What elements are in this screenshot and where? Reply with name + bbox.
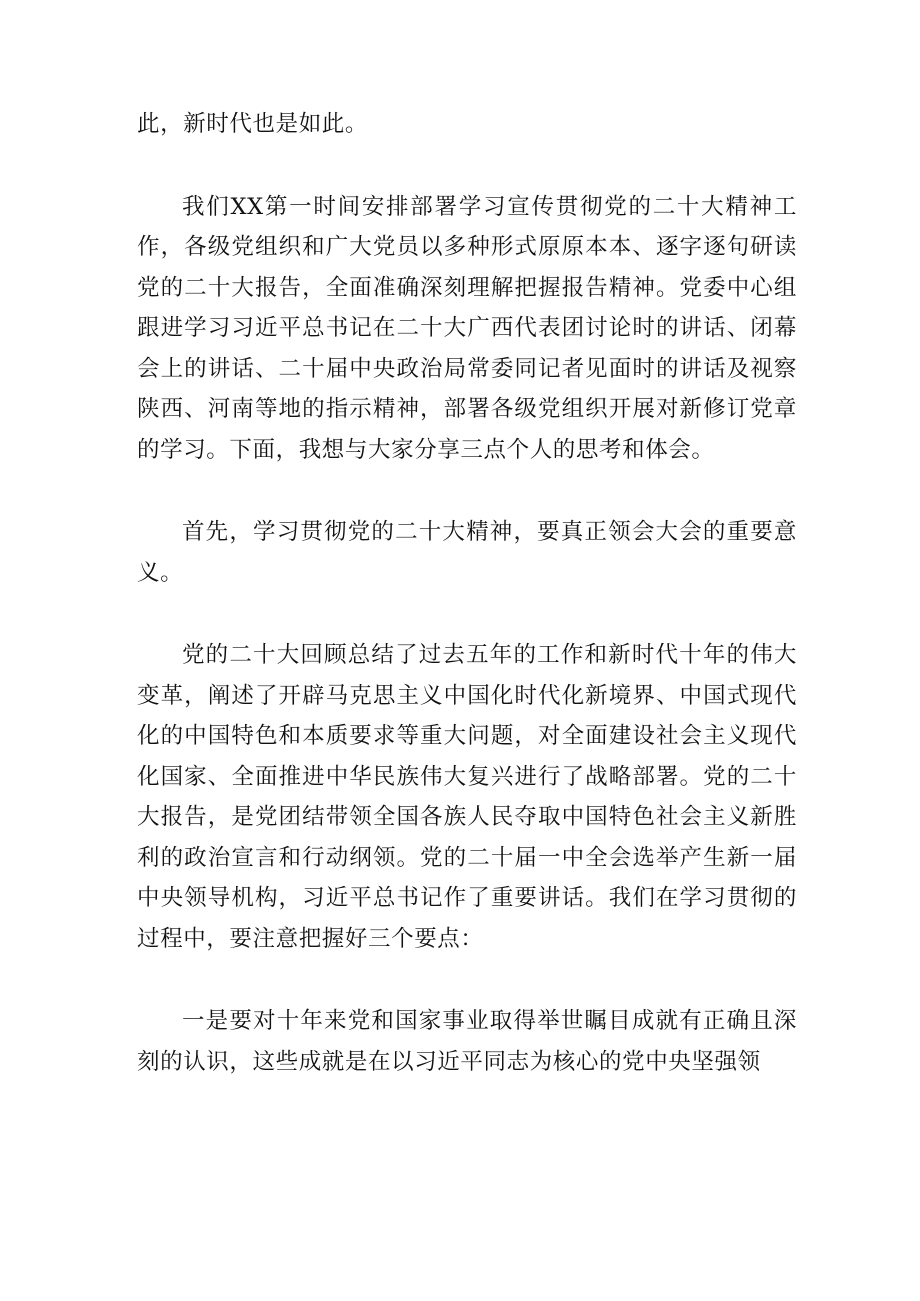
- paragraph-study-arrangement: 我们XX第一时间安排部署学习宣传贯彻党的二十大精神工作，各级党组织和广大党员以多种形式原原本本、逐字逐句研读党的二十大报告，全面准确深刻理解把握报告精神。党委中心组跟进学习习近平总书记在二十大广西代表团讨论时的讲话、闭幕会上的讲话、二十届中央政治局常委同记者见面时的讲话及视察陕西、河南等地的指示精神，部署各级党组织开展对新修订党章的学习。下面，我想与大家分享三点个人的思考和体会。: [137, 193, 797, 463]
- paragraph-point-one: 一是要对十年来党和国家事业取得举世瞩目成就有正确且深刻的认识，这些成就是在以习近平同志为核心的党中央坚强领: [137, 1008, 797, 1075]
- paragraph-congress-review: 党的二十大回顾总结了过去五年的工作和新时代十年的伟大变革，阐述了开辟马克思主义中国化时代化新境界、中国式现代化的中国特色和本质要求等重大问题，对全面建设社会主义现代化国家、全面推进中华民族伟大复兴进行了战略部署。党的二十大报告，是党团结带领全国各族人民夺取中国特色社会主义新胜利的政治宣言和行动纲领。党的二十届一中全会选举产生新一届中央领导机构，习近平总书记作了重要讲话。我们在学习贯彻的过程中，要注意把握好三个要点：: [137, 642, 797, 952]
- document-body: [137, 104, 797, 1124]
- paragraph-continuation: 此，新时代也是如此。: [137, 111, 369, 137]
- paragraph-first-point: 首先，学习贯彻党的二十大精神，要真正领会大会的重要意义。: [137, 519, 797, 586]
